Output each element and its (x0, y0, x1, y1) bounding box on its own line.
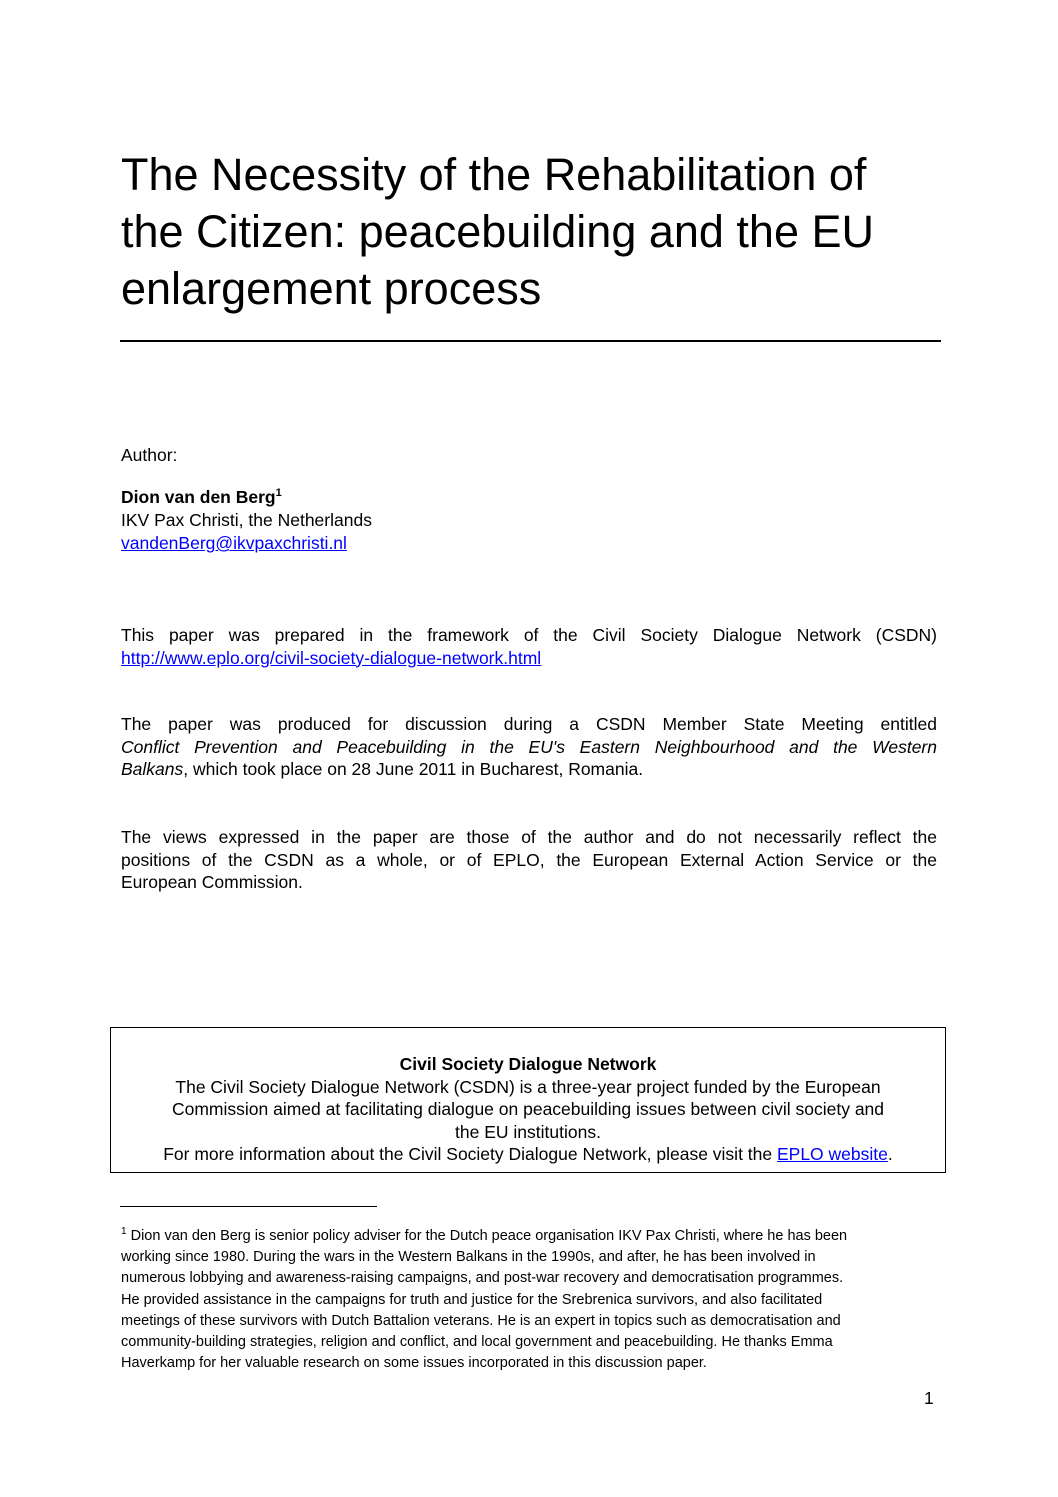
document-title (121, 146, 941, 317)
author-name-block (121, 486, 282, 509)
info-box-title: Civil Society Dialogue Network (399, 1054, 657, 1074)
footnote-marker: 1 (121, 1226, 127, 1238)
info-box-line: The Civil Society Dialogue Network (CSDN) is a three-year project funded by the European (175, 1076, 881, 1097)
author-organisation: IKV Pax Christi, the Netherlands (121, 510, 372, 530)
author-name: Dion van den Berg (121, 487, 276, 507)
paragraph-line: positions of the CSDN as a whole, or of EPLO, the European External Action Service or the (121, 849, 937, 870)
paragraph-line: The paper was produced for discussion during a CSDN Member State Meeting entitled (121, 714, 937, 734)
footnote-line: community-building strategies, religion and conflict, and local government and peacebuilding. He thanks Emma (121, 1334, 833, 1351)
meeting-title-italic: Balkans (121, 759, 184, 779)
footnote-line (121, 1226, 937, 1247)
disclaimer-paragraph (121, 826, 937, 894)
info-box-line: Commission aimed at facilitating dialogue on peacebuilding issues between civil society and (171, 1099, 885, 1119)
author-email-link[interactable]: vandenBerg@ikvpaxchristi.nl (121, 533, 347, 553)
meeting-paragraph (121, 713, 937, 781)
footnote-reference[interactable]: 1 (275, 487, 282, 500)
title-divider (120, 340, 941, 342)
page-number: 1 (924, 1388, 934, 1408)
title-line: The Necessity of the Rehabilitation of (121, 149, 867, 200)
footnote-line: numerous lobbying and awareness-raising campaigns, and post-war recovery and democratisation programmes. (121, 1270, 844, 1287)
csdn-info-box (110, 1027, 946, 1173)
csdn-url-link[interactable]: http://www.eplo.org/civil-society-dialogue-network.html (121, 647, 542, 668)
info-box-text: For more information about the Civil Society Dialogue Network, please visit the (163, 1144, 777, 1164)
footnote (121, 1226, 937, 1374)
eplo-website-link[interactable]: EPLO website (776, 1144, 888, 1164)
title-line: the Citizen: peacebuilding and the EU (121, 206, 875, 257)
paragraph-line (121, 647, 937, 670)
meeting-title-italic: Conflict Prevention and Peacebuilding in the EU's Eastern Neighbourhood and the Western (121, 736, 937, 757)
footnote-line: meetings of these survivors with Dutch Battalion veterans. He is an expert in topics such as democratisation and (121, 1312, 841, 1329)
info-box-content (111, 1053, 945, 1166)
framework-paragraph (121, 624, 937, 669)
info-box-text: . (887, 1144, 893, 1164)
info-box-line (111, 1143, 945, 1166)
author-email-block (121, 532, 347, 555)
info-box-line: the EU institutions. (455, 1121, 601, 1142)
paragraph-line (121, 758, 937, 781)
footnote-text: Dion van den Berg is senior policy adviser for the Dutch peace organisation IKV Pax Christi, where he has been (126, 1228, 848, 1244)
meeting-details: , which took place on 28 June 2011 in Bucharest, Romania. (183, 759, 644, 779)
paragraph-line: This paper was prepared in the framework of the Civil Society Dialogue Network (CSDN) (121, 625, 937, 645)
paragraph-line (121, 736, 937, 759)
paragraph-line: European Commission. (121, 872, 303, 892)
footnote-line: Haverkamp for her valuable research on some issues incorporated in this discussion paper. (121, 1355, 707, 1372)
footnote-line: working since 1980. During the wars in the Western Balkans in the 1990s, and after, he has been involved in (121, 1249, 816, 1266)
title-line: enlargement process (121, 263, 542, 314)
footnote-line: He provided assistance in the campaigns for truth and justice for the Srebrenica survivors, and also facilitated (121, 1291, 823, 1308)
author-label: Author: (121, 445, 178, 465)
footnote-separator (120, 1206, 377, 1207)
paragraph-line: The views expressed in the paper are those of the author and do not necessarily reflect the (121, 827, 937, 847)
